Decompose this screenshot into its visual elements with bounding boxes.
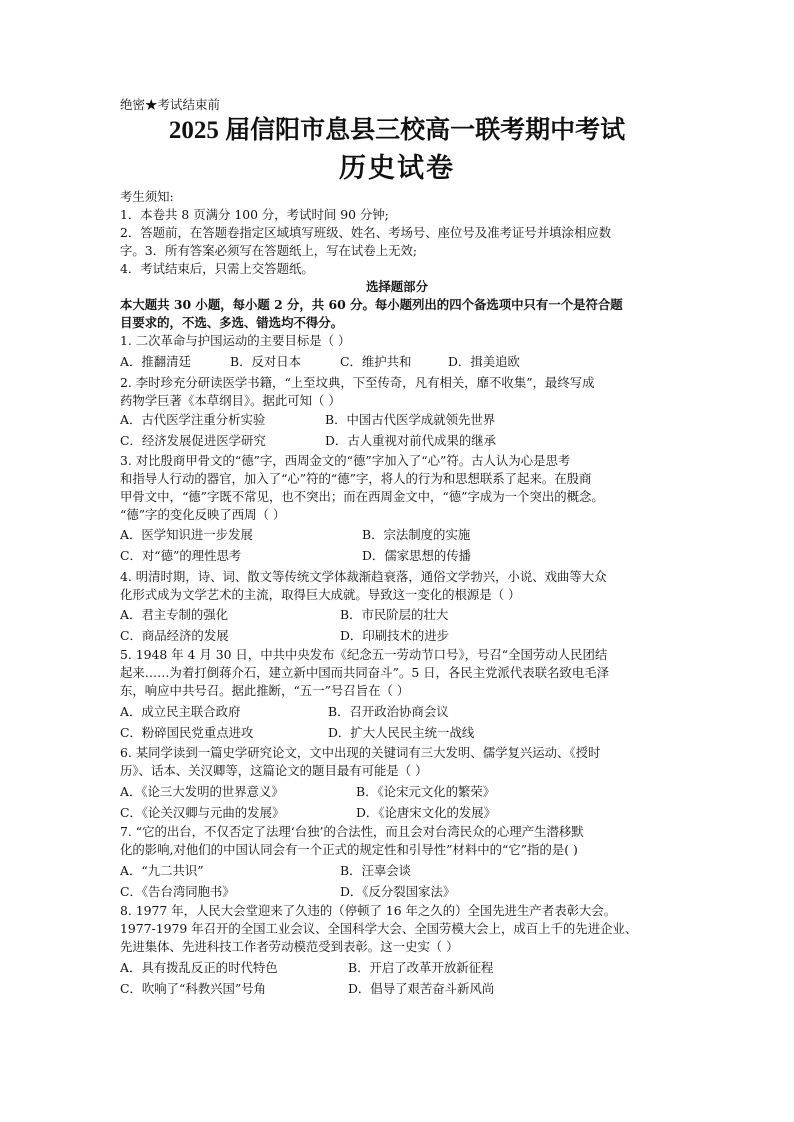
question-stem: 3. 对比殷商甲骨文的“德”字，西周金文的“德”字加入了“心”符。古人认为心是思考 [120,453,571,468]
option-b[interactable]: B．《论宋元文化的繁荣》 [356,784,496,799]
option-c[interactable]: C．《论关汉卿与元曲的发展》 [120,805,285,820]
section-title: 选择题部分 [366,279,428,294]
confidential-mark: 绝密★考试结束前 [120,97,221,112]
option-c[interactable]: C．经济发展促进医学研究 [120,433,266,448]
option-d[interactable]: D．倡导了艰苦奋斗新风尚 [348,981,495,996]
notice-heading: 考生须知: [120,189,174,204]
option-a[interactable]: A．《论三大发明的世界意义》 [120,784,284,799]
question-stem: 7. “它的出台，不仅否定了法理‘台独’的合法性，而且会对台湾民众的心理产生潜移默 [120,824,584,839]
exam-title: 2025 届信阳市息县三校高一联考期中考试 [168,117,626,144]
option-a[interactable]: A．“九二共识” [120,863,204,878]
option-d[interactable]: D．古人重视对前代成果的继承 [325,433,497,448]
question-stem: 甲骨文中，“德”字既不常见，也不突出；而在西周金文中，“德”字成为一个突出的概念。 [120,489,604,504]
option-a[interactable]: A．推翻清廷 [120,354,191,369]
notice-line: 2．答题前，在答题卷指定区域填写班级、姓名、考场号、座位号及准考证号并填涂相应数 [120,225,612,240]
option-a[interactable]: A．医学知识进一步发展 [120,527,253,542]
option-b[interactable]: B．市民阶层的壮大 [340,607,449,622]
option-d[interactable]: D．《论唐宋文化的发展》 [356,805,497,820]
option-d[interactable]: D．印刷技术的进步 [340,628,450,643]
question-stem: 6. 某同学读到一篇史学研究论文，文中出现的关键词有三大发明、儒学复兴运动、《授时 [120,745,601,760]
option-a[interactable]: A．古代医学注重分析实验 [120,412,266,427]
option-a[interactable]: A．君主专制的强化 [120,607,229,622]
section-instructions: 本大题共 30 小题，每小题 2 分，共 60 分。每小题列出的四个备选项中只有一个是符合题 [120,297,623,312]
question-stem: 5. 1948 年 4 月 30 日，中共中央发布《纪念五一劳动节口号》，号召“全国劳动人民团结 [120,647,608,662]
option-b[interactable]: B．召开政治协商会议 [328,704,449,719]
option-d[interactable]: D．揖美追欧 [448,354,520,369]
question-stem: 东，响应中共号召。据此推断，“五一”号召旨在（ ） [120,683,410,698]
question-stem: 历》、话本、关汉卿等，这篇论文的题目最有可能是（ ） [120,763,428,778]
section-instructions: 目要求的，不选、多选、错选均不得分。 [120,315,344,330]
option-c[interactable]: C．维护共和 [340,354,412,369]
option-d[interactable]: D．扩大人民民主统一战线 [328,725,475,740]
option-b[interactable]: B．汪辜会谈 [340,863,412,878]
option-b[interactable]: B．反对日本 [230,354,302,369]
option-c[interactable]: C．粉碎国民党重点进攻 [120,725,254,740]
question-stem: 1977-1979 年召开的全国工业会议、全国科学大会、全国劳模大会上，成百上千的先进企业、 [120,921,638,936]
notice-line: 4．考试结束后，只需上交答题纸。 [120,261,314,276]
option-c[interactable]: C．吹响了“科教兴国”号角 [120,981,267,996]
option-c[interactable]: C．商品经济的发展 [120,628,229,643]
question-stem: 4. 明清时期，诗、词、散文等传统文学体裁渐趋衰落，通俗文学勃兴，小说、戏曲等大众 [120,569,607,584]
question-stem: 药物学巨著《本草纲目》。据此可知（ ） [120,393,341,408]
option-a[interactable]: A．具有拨乱反正的时代特色 [120,960,278,975]
question-stem: 1. 二次革命与护国运动的主要目标是（ ） [120,333,351,348]
option-c[interactable]: C．《告台湾同胞书》 [120,884,235,899]
option-c[interactable]: C．对“德”的理性思考 [120,548,242,563]
option-a[interactable]: A．成立民主联合政府 [120,704,241,719]
option-b[interactable]: B．宗法制度的实施 [362,527,471,542]
option-d[interactable]: D．儒家思想的传播 [362,548,472,563]
option-b[interactable]: B．开启了改革开放新征程 [348,960,494,975]
question-stem: 8. 1977 年，人民大会堂迎来了久违的（停顿了 16 年之久的）全国先进生产者表彰大会。 [120,903,617,918]
question-stem: 化形式成为文学艺术的主流，取得巨大成就。导致这一变化的根源是（ ） [120,587,521,602]
question-stem: 和指导人行动的器官，加入了“心”符的“德”字，将人的行为和思想联系了起来。在殷商 [120,471,592,486]
question-stem: 先进集体、先进科技工作者劳动模范受到表彰。这一史实（ ） [120,939,459,954]
exam-subtitle: 历史试卷 [339,153,455,183]
question-stem: 化的影响,对他们的中国认同会有一个正式的规定性和引导性”材料中的“它”指的是( ) [120,842,578,857]
question-stem: 起来……为着打倒蒋介石，建立新中国而共同奋斗”。5 日，各民主党派代表联名致电毛泽 [120,665,609,680]
question-stem: 2. 李时珍充分研读医学书籍，“上至坟典，下至传奇，凡有相关，靡不收集”，最终写成 [120,375,595,390]
option-b[interactable]: B．中国古代医学成就领先世界 [325,412,496,427]
option-d[interactable]: D．《反分裂国家法》 [340,884,456,899]
notice-line: 字。3．所有答案必须写在答题纸上，写在试卷上无效; [120,243,418,258]
question-stem: “德”字的变化反映了西周（ ） [120,507,286,522]
notice-line: 1．本卷共 8 页满分 100 分，考试时间 90 分钟; [120,207,389,222]
